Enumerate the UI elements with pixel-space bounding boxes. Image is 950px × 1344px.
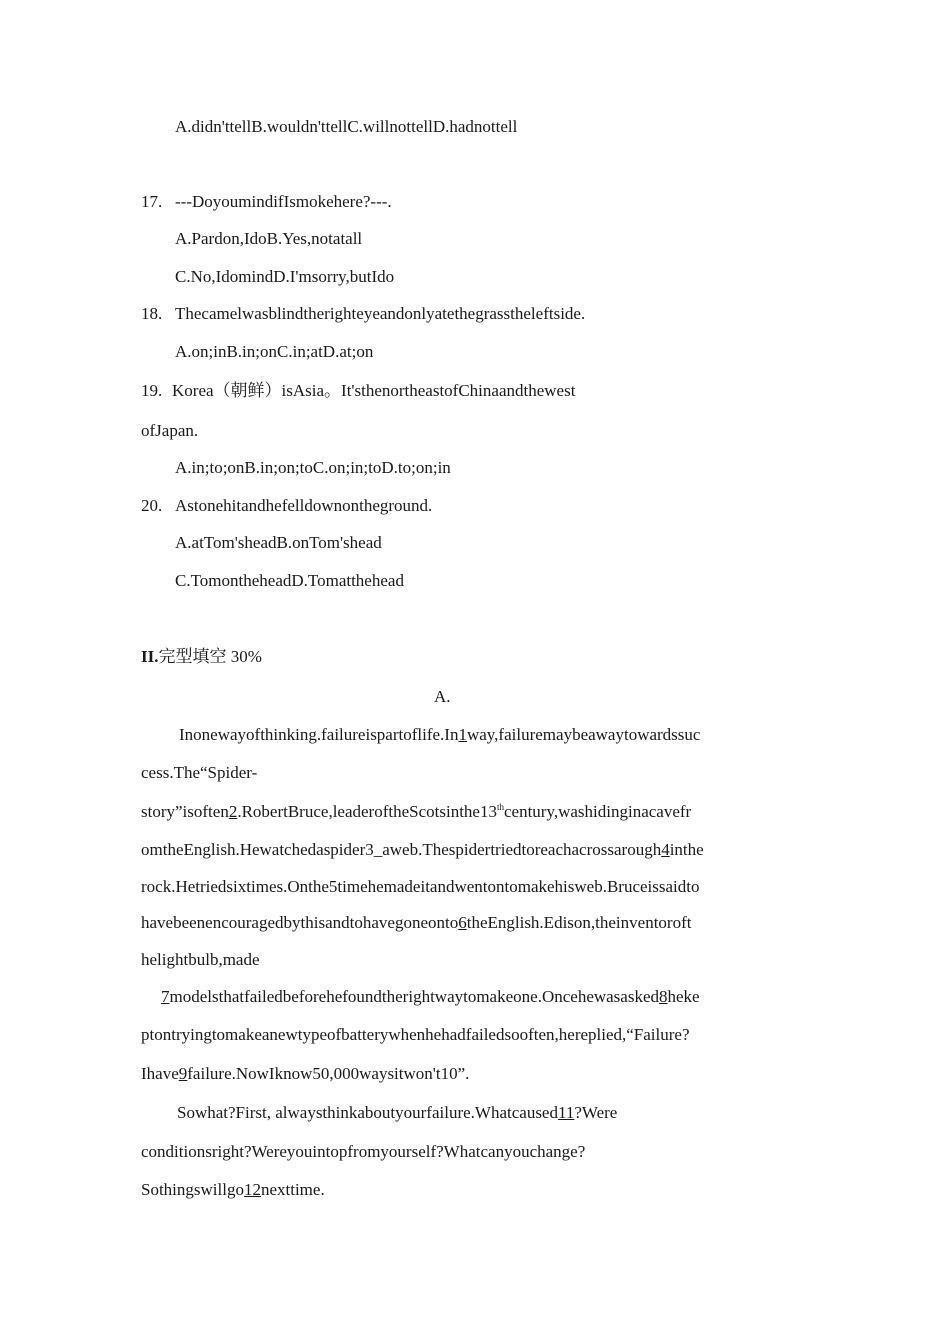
- section-heading: [141, 647, 262, 667]
- passage-line-1: [179, 725, 700, 745]
- passage-text: Ihave: [141, 1064, 179, 1083]
- passage-text: modelsthatfailedbeforehefoundtherightwaytomakeone.Oncehewasasked: [169, 987, 660, 1006]
- passage-text: ?Were: [574, 1103, 618, 1122]
- passage-text: Sothingswillgo: [141, 1180, 244, 1199]
- q20-options-ab: A.atTom'sheadB.onTom'shead: [175, 533, 382, 552]
- passage-text: heke: [667, 987, 700, 1006]
- blank-7: 7: [161, 987, 170, 1006]
- passage-text: havebeenencouragedbythisandtohavegoneonto: [141, 913, 459, 932]
- blank-11: 11: [557, 1103, 575, 1122]
- superscript-th: th: [496, 802, 504, 812]
- blank-12: 12: [243, 1180, 261, 1199]
- q19-stem: Korea（朝鲜）isAsia。It'sthenortheastofChinaandthewest: [172, 381, 576, 400]
- passage-line-8: [161, 987, 700, 1007]
- passage-line-4: [141, 840, 704, 860]
- passage-text: nexttime.: [260, 1180, 325, 1199]
- passage-line-3: [141, 802, 691, 822]
- q17-stem: ---DoyoumindifIsmokehere?---.: [175, 192, 392, 211]
- blank-2: 2: [228, 802, 238, 821]
- blank-8: 8: [659, 987, 668, 1006]
- section-roman-numeral: II.: [141, 647, 159, 666]
- passage-label: A.: [434, 687, 451, 706]
- passage-text: inthe: [669, 840, 704, 859]
- blank-4: 4: [661, 840, 670, 859]
- passage-line-5: rock.Hetriedsixtimes.Onthe5timehemadeitandwentontomakehisweb.Bruceissaidto: [141, 877, 700, 896]
- q19-options: A.in;to;onB.in;on;toC.on;in;toD.to;on;in: [175, 458, 451, 477]
- q18-stem: Thecamelwasblindtherighteyeandonlyatethegrasstheleftside.: [175, 304, 586, 323]
- passage-text: Inonewayofthinking.failureispartoflife.In: [179, 725, 459, 744]
- passage-line-13: [141, 1180, 325, 1200]
- passage-line-9: ptontryingtomakeanewtypeofbatterywhenhehadfailedsooften,hereplied,“Failure?: [141, 1025, 690, 1044]
- passage-line-6: [141, 913, 691, 933]
- q17-options-ab: A.Pardon,IdoB.Yes,notatall: [175, 229, 363, 248]
- q17-number: 17.: [141, 192, 163, 211]
- q18-number: 18.: [141, 304, 163, 323]
- blank-9: 9: [178, 1064, 188, 1083]
- passage-line-11: [177, 1103, 617, 1123]
- q17-options-cd: C.No,IdomindD.I'msorry,butIdo: [175, 267, 395, 286]
- passage-text: century,washidinginacavefr: [503, 802, 692, 821]
- q20-number: 20.: [141, 496, 163, 515]
- passage-text: way,failuremaybeawaytowardssuc: [466, 725, 701, 744]
- q16-options: A.didn'ttellB.wouldn'ttellC.willnottellD.hadnottell: [175, 117, 518, 136]
- passage-text: Sowhat?First, alwaysthinkaboutyourfailure.Whatcaused: [177, 1103, 558, 1122]
- passage-text: story”isoften: [141, 802, 229, 821]
- q20-options-cd: C.TomontheheadD.Tomatthehead: [175, 571, 404, 590]
- q20-stem: Astonehitandhefelldownontheground.: [175, 496, 433, 515]
- section-title: 完型填空 30%: [158, 647, 262, 666]
- passage-text: .RobertBruce,leaderoftheScotsinthe13: [237, 802, 497, 821]
- q19-number: 19.: [141, 381, 163, 400]
- q19-stem-continued: ofJapan.: [141, 421, 199, 440]
- passage-text: theEnglish.Edison,theinventoroft: [466, 913, 692, 932]
- passage-line-12: conditionsright?Wereyouintopfromyourself?Whatcanyouchange?: [141, 1142, 586, 1161]
- passage-line-10: [141, 1064, 469, 1084]
- passage-line-2: cess.The“Spider-: [141, 763, 258, 782]
- q18-options: A.on;inB.in;onC.in;atD.at;on: [175, 342, 374, 361]
- passage-text: omtheEnglish.Hewatchedaspider3_aweb.Thespidertriedtoreachacrossarough: [141, 840, 662, 859]
- passage-line-7: helightbulb,made: [141, 950, 260, 969]
- passage-text: failure.NowIknow50,000waysitwon't10”.: [187, 1064, 470, 1083]
- blank-6: 6: [458, 913, 467, 932]
- blank-1: 1: [458, 725, 467, 744]
